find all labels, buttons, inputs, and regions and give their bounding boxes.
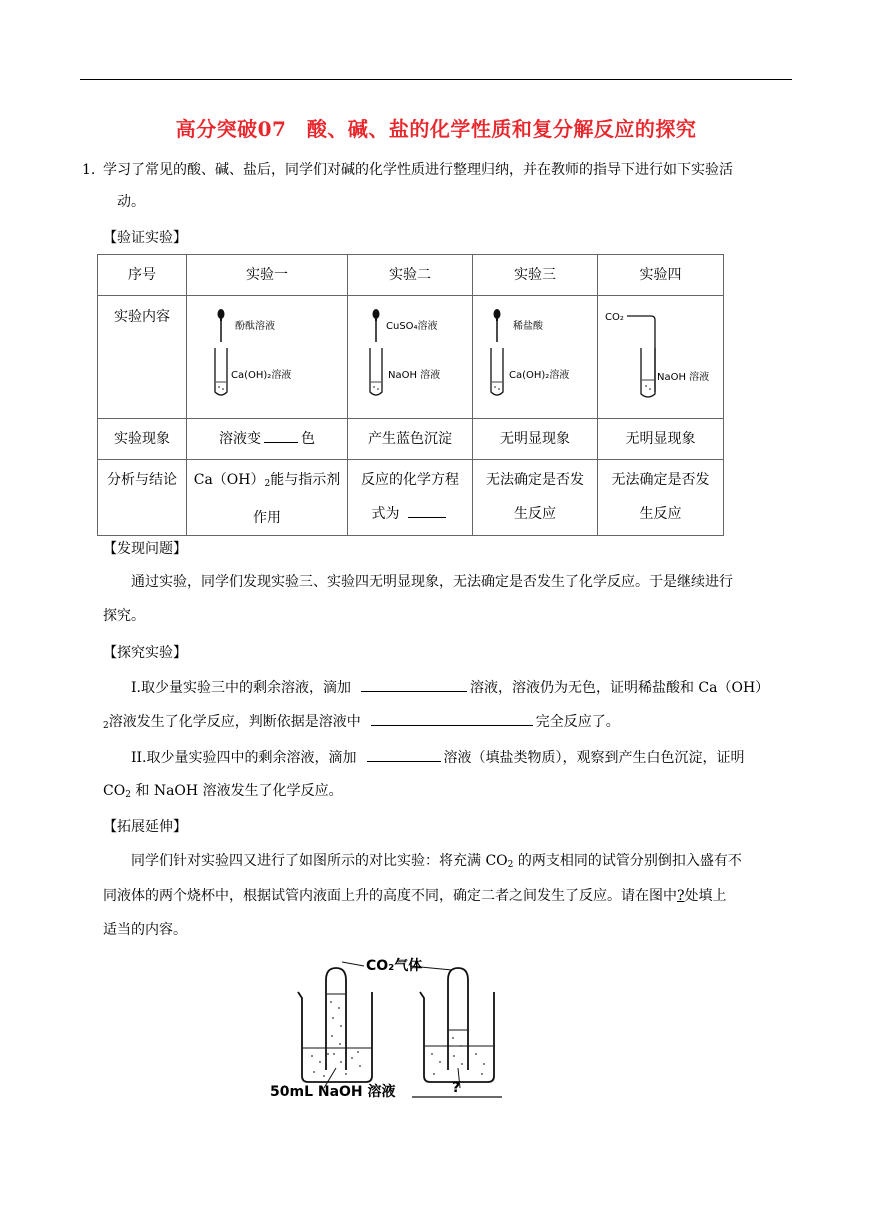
extend-line2: 同液体的两个烧杯中，根据试管内液面上升的高度不同，确定二者之间发生了反应。请在图中?处填上 <box>103 888 727 904</box>
row-label: 实验内容 <box>98 296 187 419</box>
header-cell: 序号 <box>98 255 187 296</box>
problem-line2: 探究。 <box>103 608 145 624</box>
test-tube-dropper-illustration <box>187 296 347 414</box>
apparatus-exp2 <box>348 296 473 419</box>
tube-label: NaOH 溶液 <box>656 372 709 383</box>
apparatus-exp1 <box>187 296 348 419</box>
answer-blank[interactable] <box>367 747 441 762</box>
phenomenon-exp3: 无明显现象 <box>473 419 598 460</box>
test-tube-dropper-illustration <box>473 296 597 414</box>
experiment-table <box>97 254 724 536</box>
apparatus-exp3 <box>473 296 598 419</box>
tube-label: Ca(OH)₂溶液 <box>509 370 570 381</box>
extend-line1: 同学们针对实验四又进行了如图所示的对比实验：将充满 $CO_2$ 的两支相同的试管分别倒扣入盛有不 <box>131 853 742 870</box>
question-intro-line1: 学习了常见的酸、碱、盐后，同学们对碱的化学性质进行整理归纳，并在教师的指导下进行如下实验活 <box>103 162 733 178</box>
answer-blank[interactable] <box>408 503 446 518</box>
page-title: 高分突破07 酸、碱、盐的化学性质和复分解反应的探究 <box>175 117 697 141</box>
analysis-exp3: 无法确定是否发 生反应 <box>473 460 598 536</box>
explore-i-line2: $_2$溶液发生了化学反应，判断依据是溶液中 完全反应了。 <box>103 711 620 736</box>
section-extend: 【拓展延伸】 <box>103 819 187 835</box>
left-beaker-label: 50mL NaOH 溶液 <box>270 1084 396 1100</box>
dropper-label: 稀盐酸 <box>513 321 543 332</box>
header-cell: 实验二 <box>348 255 473 296</box>
explore-i-line1: I.取少量实验三中的剩余溶液，滴加 溶液，溶液仍为无色，证明稀盐酸和 Ca（OH） <box>131 677 769 698</box>
header-cell: 实验四 <box>598 255 724 296</box>
header-cell: 实验三 <box>473 255 598 296</box>
analysis-exp1: $Ca(OH)_2$能与指示剂 作用 <box>187 460 348 536</box>
extend-line3: 适当的内容。 <box>103 922 187 938</box>
answer-blank[interactable] <box>361 677 467 692</box>
answer-blank[interactable] <box>371 711 533 726</box>
answer-blank[interactable] <box>264 428 298 443</box>
table-row-phenomenon <box>98 419 724 460</box>
analysis-exp4: 无法确定是否发 生反应 <box>598 460 724 536</box>
tube-label: Ca(OH)₂溶液 <box>231 370 292 381</box>
test-tube-dropper-illustration <box>348 296 472 414</box>
problem-line1: 通过实验，同学们发现实验三、实验四无明显现象，无法确定是否发生了化学反应。于是继续进行 <box>131 574 733 590</box>
phenomenon-exp4: 无明显现象 <box>598 419 724 460</box>
header-rule <box>80 79 792 80</box>
co2-tube-illustration <box>599 296 723 414</box>
phenomenon-exp2: 产生蓝色沉淀 <box>348 419 473 460</box>
phenomenon-exp1: 溶液变 色 <box>187 419 348 460</box>
table-row-analysis <box>98 460 724 536</box>
dropper-label: 酚酞溶液 <box>235 321 275 332</box>
dropper-label: CuSO₄溶液 <box>386 321 438 332</box>
table-header-row <box>98 255 724 296</box>
apparatus-exp4 <box>598 296 724 419</box>
tube-label: NaOH 溶液 <box>388 370 441 381</box>
question-number: 1. <box>82 162 96 178</box>
section-verify: 【验证实验】 <box>103 230 187 246</box>
beaker-comparison-figure <box>262 950 512 1100</box>
gas-label: CO₂ <box>604 312 624 323</box>
row-label: 实验现象 <box>98 419 187 460</box>
section-explore: 【探究实验】 <box>103 645 187 661</box>
question-intro-line2: 动。 <box>117 194 145 210</box>
right-beaker-label: ? <box>452 1080 461 1096</box>
explore-ii-line2: $CO_2$ 和 NaOH 溶液发生了化学反应。 <box>103 783 343 800</box>
table-row-content <box>98 296 724 419</box>
explore-ii-line1: II.取少量实验四中的剩余溶液，滴加 溶液（填盐类物质），观察到产生白色沉淀，证明 <box>131 747 745 768</box>
section-problem: 【发现问题】 <box>103 541 187 557</box>
gas-label: CO₂气体 <box>366 958 423 974</box>
header-cell: 实验一 <box>187 255 348 296</box>
row-label: 分析与结论 <box>98 460 187 536</box>
analysis-exp2: 反应的化学方程 式为 <box>348 460 473 536</box>
